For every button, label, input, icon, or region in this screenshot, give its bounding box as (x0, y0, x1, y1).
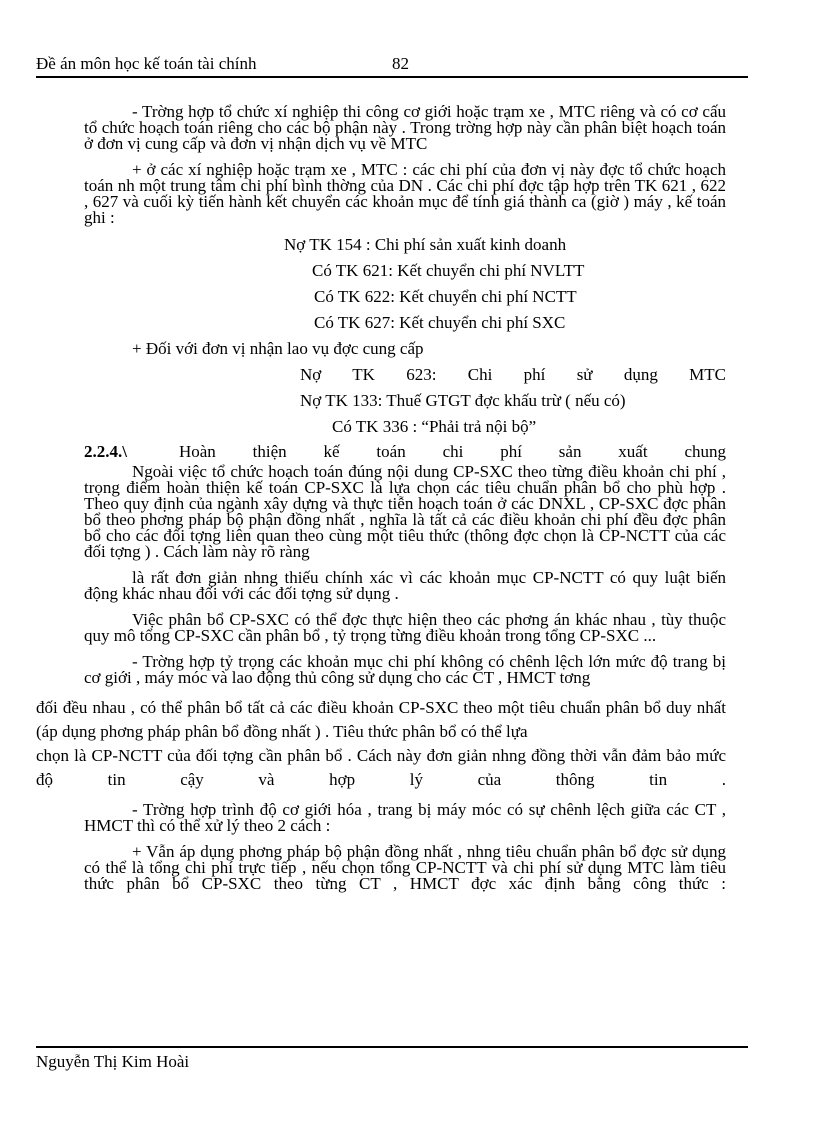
footer-author: Nguyễn Thị Kim Hoài (36, 1052, 190, 1071)
journal-entry-line: Có TK 621: Kết chuyển chi phí NVLTT (312, 261, 585, 280)
header-rule (36, 76, 748, 78)
journal-entry-line: Có TK 336 : “Phải trả nội bộ” (332, 417, 537, 436)
section-title: Hoàn thiện kế toán chi phí sản xuất chung (178, 442, 726, 461)
journal-entry-line: Nợ TK 154 : Chi phí sản xuất kinh doanh (284, 235, 567, 254)
journal-entry-line: Có TK 627: Kết chuyển chi phí SXC (314, 313, 566, 332)
section-heading (84, 440, 726, 464)
page-body (36, 102, 726, 893)
paragraph: chọn là CP-NCTT của đối tợng cần phân bổ . Cách này đơn giản nhng đồng thời vẫn đảm bảo mức độ tin cậy và hợp lý của thông tin . (36, 746, 726, 789)
paragraph: đối đều nhau , có thể phân bổ tất cả các điều khoản CP-SXC theo một tiêu chuẩn phân bổ duy nhất (áp dụng phơng pháp phân bổ đồng nhất ) . Tiêu thức phân bổ có thể lựa (36, 698, 726, 741)
paragraph: + ở các xí nghiệp hoặc trạm xe , MTC : các chi phí của đơn vị này đợc tổ chức hoạch toán nh một trung tâm chi phí bình thờng của DN . Các chi phí đợc tập hợp trên TK 621 , 622 , 627 và cuối kỳ tiến hành kết chuyển các khoản mục để tính giá thành ca (giờ ) máy , kế toán ghi : (84, 160, 726, 227)
journal-entry-line: Có TK 622: Kết chuyển chi phí NCTT (314, 287, 577, 306)
header-title: Đề án môn học kế toán tài chính (36, 54, 257, 73)
journal-entry-line: Nợ TK 623: Chi phí sử dụng MTC (300, 365, 726, 384)
paragraph: + Đối với đơn vị nhận lao vụ đợc cung cấp (132, 339, 424, 358)
paragraph: - Trờng hợp tổ chức xí nghiệp thi công cơ giới hoặc trạm xe , MTC riêng và có cơ cấu tổ chức hoạch toán riêng cho các bộ phận này . Trong trờng hợp này cần phân biệt hoạch toán ở đơn vị cung cấp và đơn vị nhận dịch vụ về MTC (84, 102, 726, 153)
page-number: 82 (392, 54, 409, 73)
footer-rule (36, 1046, 748, 1048)
paragraph: Ngoài việc tổ chức hoạch toán đúng nội dung CP-SXC theo từng điều khoản chi phí , trọng điểm hoàn thiện kế toán CP-SXC là lựa chọn các tiêu chuẩn phân bổ cho phù hợp . Theo quy định của ngành xây dựng và thực tiễn hoạch toán ở các DNXL , CP-SXC đợc phân bổ theo phơng pháp bộ phận đồng nhất , nghĩa là tất cả các điều khoản chi phí đều đợc phân bổ cho các đối tợng liên quan theo cùng một tiêu thức (thông đợc chọn là CP-NCTT của các đối tợng ) . Cách làm này rõ ràng (84, 462, 726, 561)
paragraph: - Trờng hợp tỷ trọng các khoản mục chi phí không có chênh lệch lớn mức độ trang bị cơ giới , máy móc và lao động thủ công sử dụng cho các CT , HMCT tơng (84, 652, 726, 687)
journal-entry-line: Nợ TK 133: Thuế GTGT đợc khấu trừ ( nếu có) (300, 391, 626, 410)
paragraph: là rất đơn giản nhng thiếu chính xác vì các khoản mục CP-NCTT có quy luật biến động khác nhau đối với các đối tợng sử dụng . (84, 568, 726, 603)
section-number: 2.2.4.\ (84, 442, 127, 461)
page-header (36, 54, 748, 76)
paragraph: + Vẫn áp dụng phơng pháp bộ phận đồng nhất , nhng tiêu chuẩn phân bổ đợc sử dụng có thể là tổng chi phí trực tiếp , nếu chọn tổng CP-NCTT và chi phí sử dụng MTC làm tiêu thức phân bổ CP-SXC theo từng CT , HMCT đợc xác định bằng công thức : (84, 842, 726, 893)
paragraph: - Trờng hợp trình độ cơ giới hóa , trang bị máy móc có sự chênh lệch giữa các CT , HMCT thì có thể xử lý theo 2 cách : (84, 800, 726, 835)
paragraph: Việc phân bổ CP-SXC có thể đợc thực hiện theo các phơng án khác nhau , tùy thuộc quy mô tổng CP-SXC cần phân bổ , tỷ trọng từng điều khoản trong tổng CP-SXC ... (84, 610, 726, 645)
